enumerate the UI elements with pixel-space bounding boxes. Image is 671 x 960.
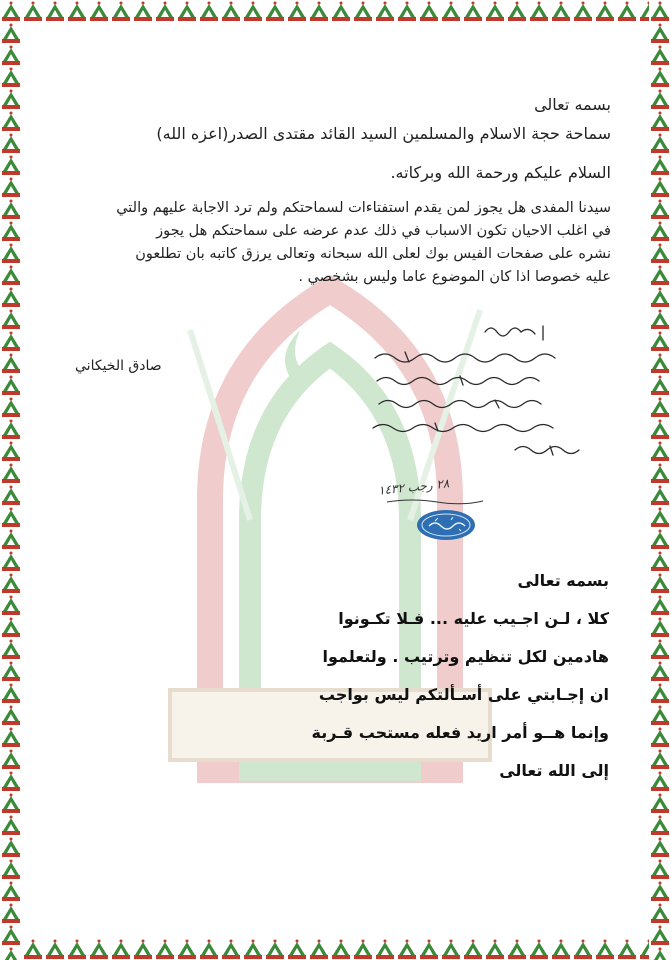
sender-name: صادق الخيكاني xyxy=(75,358,162,374)
official-seal-icon xyxy=(415,508,477,542)
letter-body-line: نشره على صفحات الفيس بوك لعلى الله سبحانه وتعالى يرزق كاتبه بان تطلعون xyxy=(135,246,611,262)
date-underline xyxy=(385,497,485,505)
reply-transcription xyxy=(179,562,609,790)
decorative-border-bottom xyxy=(0,938,671,960)
reply-line: إلى الله تعالى xyxy=(499,761,609,780)
letter-body-line: عليه خصوصا اذا كان الموضوع عاما وليس بشخصي . xyxy=(298,269,611,285)
reply-line: ان إجـابتي على أسـألتكم ليس بواجب xyxy=(318,685,609,704)
letter-basmala: بسمه تعالى xyxy=(534,95,611,114)
letter-greeting: السلام عليكم ورحمة الله وبركاته. xyxy=(390,163,611,182)
decorative-border-left xyxy=(0,0,22,960)
decorative-border-top xyxy=(0,0,671,22)
letter-addressee: سماحة حجة الاسلام والمسلمين السيد القائد مقتدى الصدر(اعزه الله) xyxy=(156,124,611,143)
decorative-border-right xyxy=(649,0,671,960)
reply-date: ٢٨ رجب ١٤٣٢ xyxy=(377,476,450,498)
letter-body-line: في اغلب الاحيان تكون الاسباب في ذلك عدم عرضه على سماحتكم هل يجوز xyxy=(156,223,611,239)
letter-body-line: سيدنا المفدى هل يجوز لمن يقدم استفتاءات لسماحتكم ولم ترد الاجابة عليهم والتي xyxy=(116,200,611,216)
reply-line: بسمه تعالى xyxy=(517,571,609,590)
reply-line: هادمين لكل تنظيم وترتيب . ولتعلموا xyxy=(322,647,609,666)
reply-line: كلا ، لـن اجـيب عليه ... فـلا تكـونوا xyxy=(338,609,609,628)
handwritten-reply-image xyxy=(365,318,590,468)
reply-line: وإنما هــو أمر اريد فعله مستحب قـربة xyxy=(311,723,609,742)
letter-body xyxy=(51,197,611,289)
